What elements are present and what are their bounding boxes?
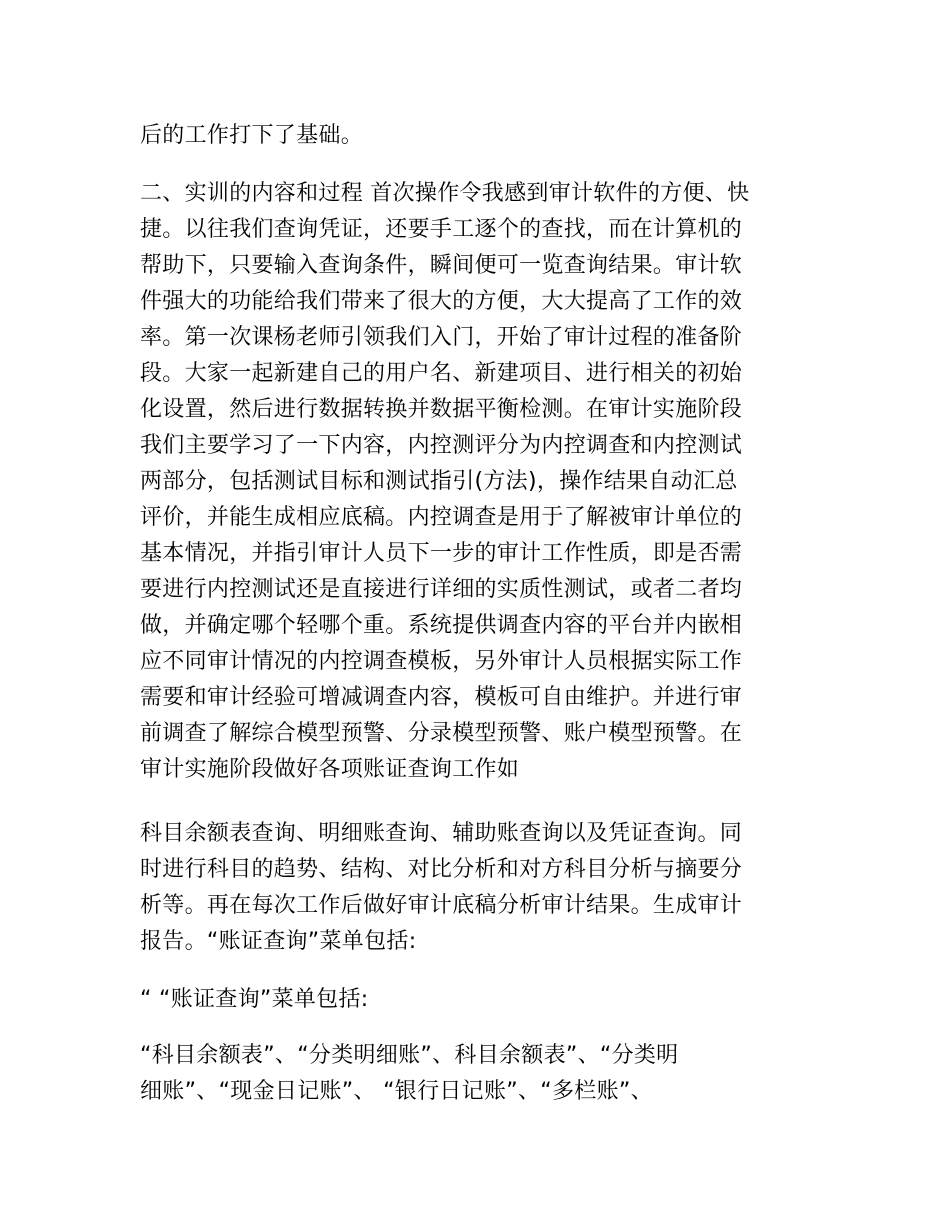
text-line: 化设置，然后进行数据转换并数据平衡检测。在审计实施阶段 [140, 397, 743, 422]
text-line: “ “账证查询”菜单包括: [140, 987, 369, 1012]
text-line: 析等。再在每次工作后做好审计底稿分析审计结果。生成审计 [140, 893, 743, 918]
text-line: “科目余额表”、“分类明细账”、科目余额表”、“分类明 [140, 1043, 679, 1068]
text-line: 后的工作打下了基础。 [140, 123, 364, 148]
text-line: 我们主要学习了一下内容，内控测评分为内控调查和内控测试 [140, 433, 743, 458]
text-line: 帮助下，只要输入查询条件，瞬间便可一览查询结果。审计软 [140, 253, 743, 278]
text-line: 应不同审计情况的内控调查模板，另外审计人员根据实际工作 [140, 649, 743, 674]
text-line: 件强大的功能给我们带来了很大的方便，大大提高了工作的效 [140, 289, 743, 314]
text-line: 要进行内控测试还是直接进行详细的实质性测试，或者二者均 [140, 577, 743, 602]
text-line: 做，并确定哪个轻哪个重。系统提供调查内容的平台并内嵌相 [140, 613, 743, 638]
text-line: 率。第一次课杨老师引领我们入门，开始了审计过程的准备阶 [140, 325, 743, 350]
text-line: 科目余额表查询、明细账查询、辅助账查询以及凭证查询。同 [140, 821, 743, 846]
text-line: 细账”、“现金日记账”、 “银行日记账”、“多栏账”、 [140, 1079, 653, 1104]
text-line: 报告。“账证查询”菜单包括: [140, 929, 417, 954]
text-line: 前调查了解综合模型预警、分录模型预警、账户模型预警。在 [140, 721, 743, 746]
text-line: 审计实施阶段做好各项账证查询工作如 [140, 757, 520, 782]
text-line: 捷。以往我们查询凭证，还要手工逐个的查找，而在计算机的 [140, 217, 743, 242]
text-line: 时进行科目的趋势、结构、对比分析和对方科目分析与摘要分 [140, 857, 743, 882]
text-line: 两部分，包括测试目标和测试指引(方法)，操作结果自动汇总 [140, 469, 738, 494]
text-line: 二、实训的内容和过程 首次操作令我感到审计软件的方便、快 [140, 181, 750, 206]
text-line: 评价，并能生成相应底稿。内控调查是用于了解被审计单位的 [140, 505, 743, 530]
text-line: 需要和审计经验可增减调查内容，模板可自由维护。并进行审 [140, 685, 743, 710]
text-line: 段。大家一起新建自己的用户名、新建项目、进行相关的初始 [140, 361, 743, 386]
text-line: 基本情况，并指引审计人员下一步的审计工作性质，即是否需 [140, 541, 743, 566]
